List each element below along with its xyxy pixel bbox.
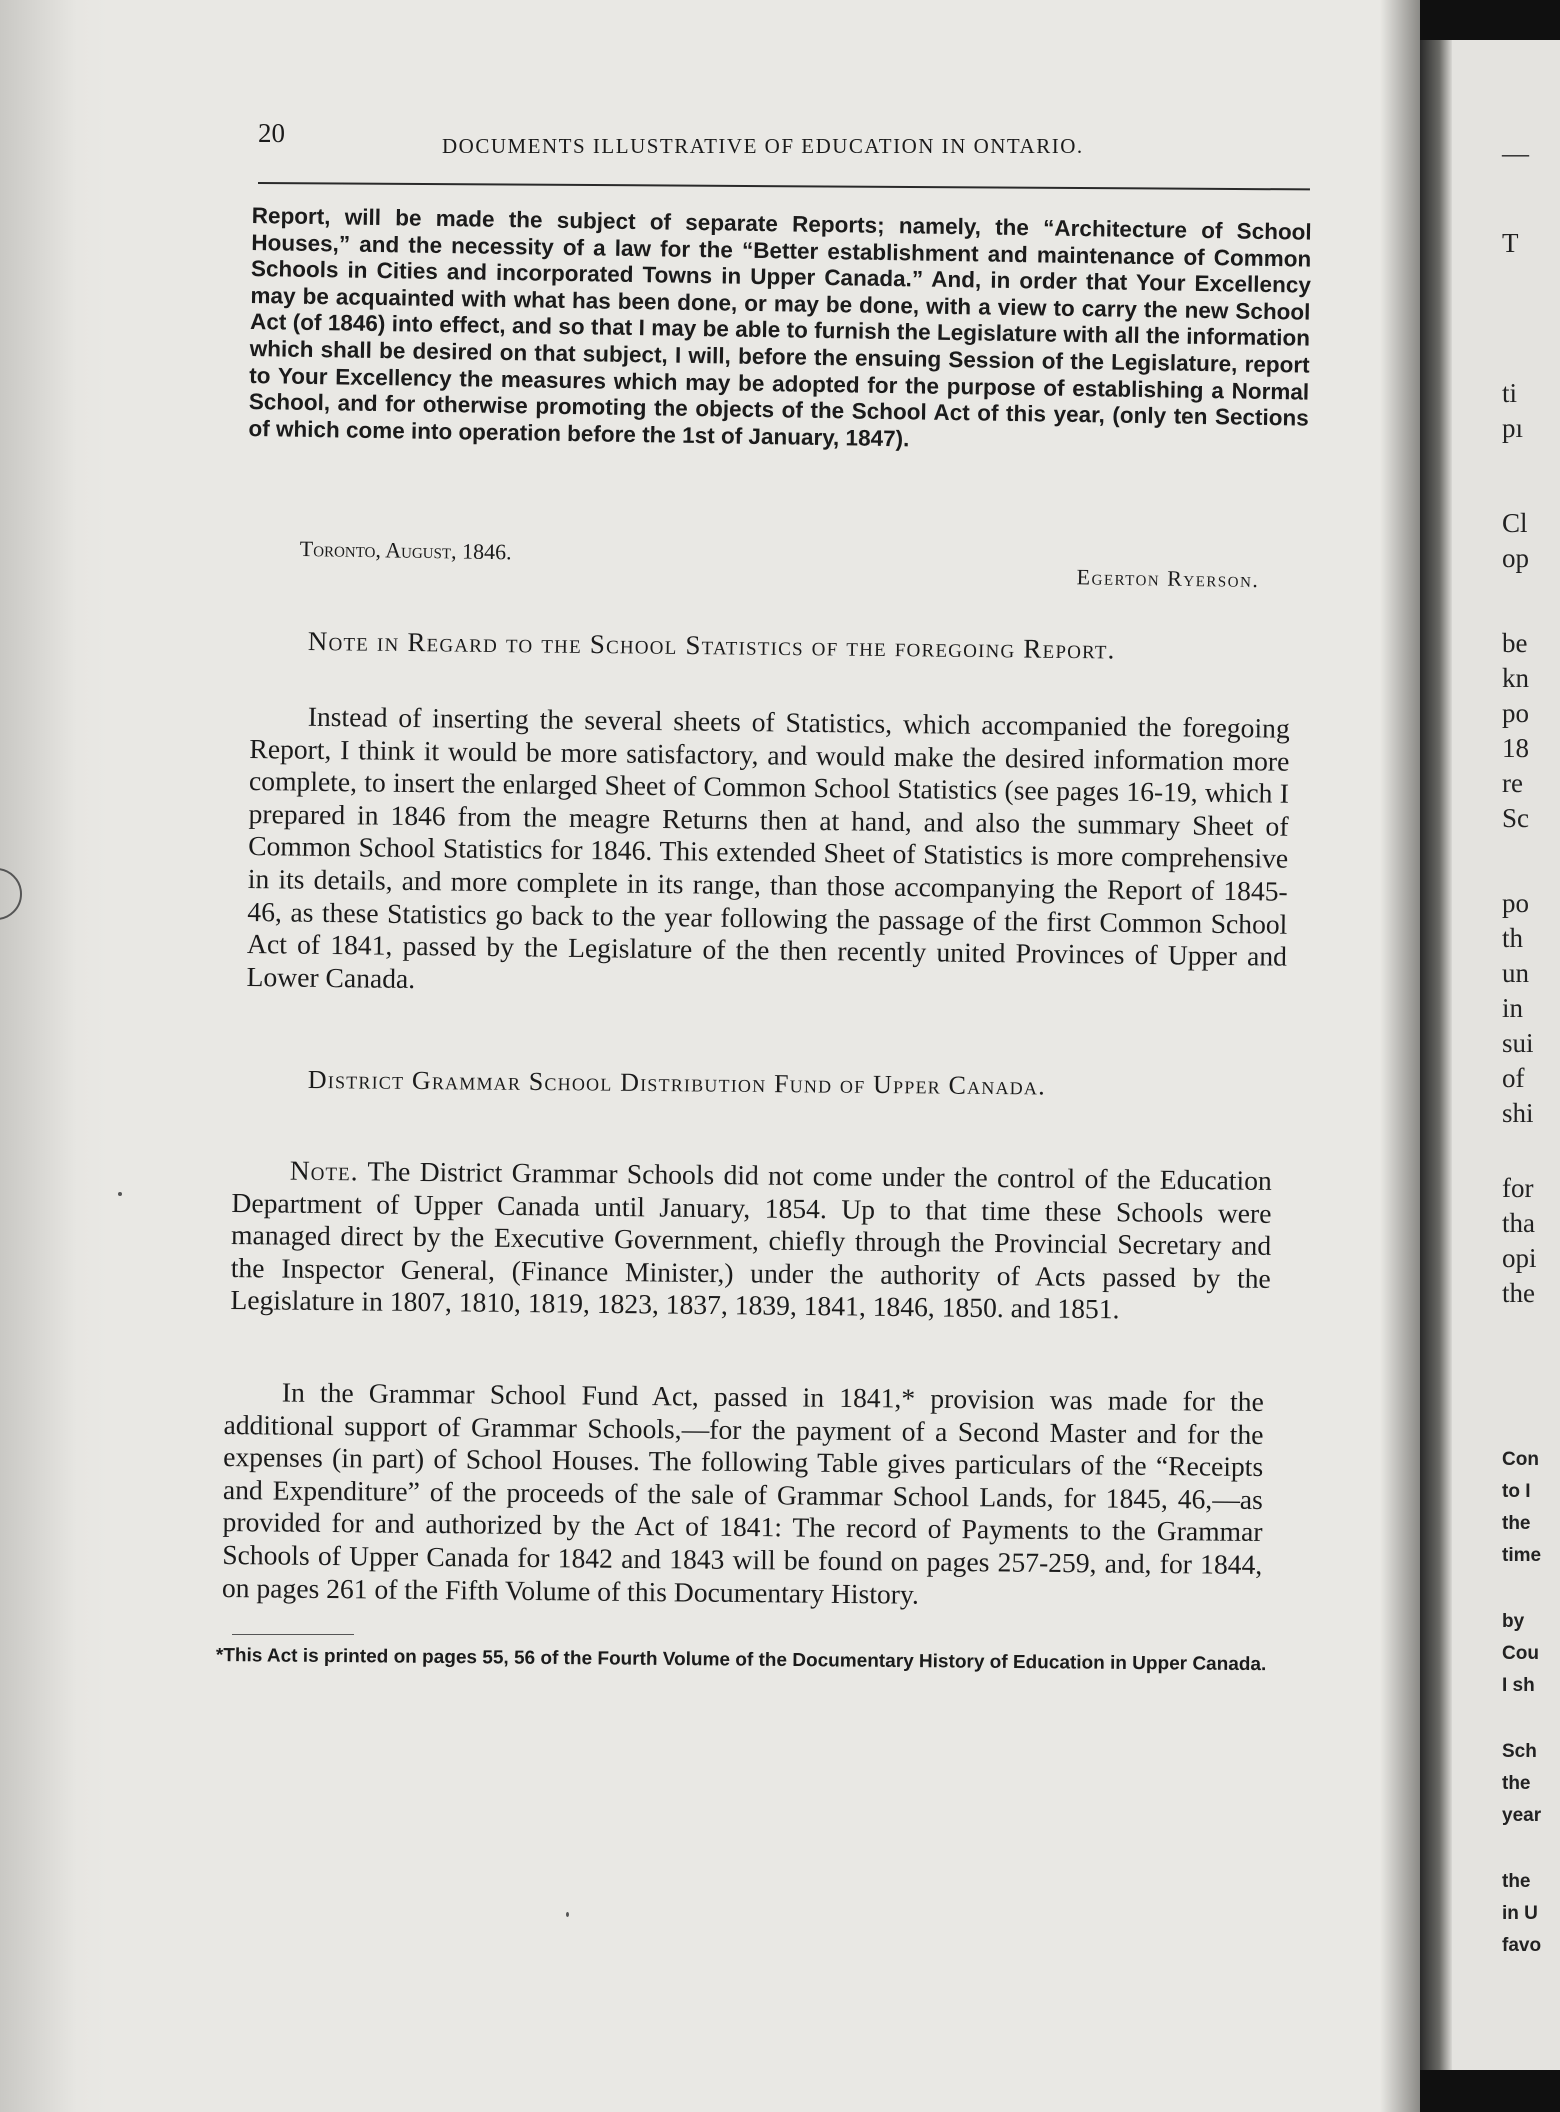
facing-page-fragment: un: [1502, 958, 1529, 988]
note-text: The District Grammar Schools did not come under the control of the Education Department of Upper Canada until January, 1854. Up to that time these Schools were managed direct by the Executive Government, chiefly through the Provincial Secretary and the Inspector General, (Finance Minister,) under the authority of Acts passed by the Legislature in 1807, 1810, 1819, 1823, 1837, 1839, 1841, 1846, 1850. and 1851.: [230, 1155, 1272, 1325]
facing-page-fragment: favo: [1502, 1935, 1542, 1956]
facing-page-fragment: by: [1502, 1611, 1525, 1632]
grammar-fund-act-paragraph: In the Grammar School Fund Act, passed in 1841,* provision was made for the additional support of Grammar Schools,—for the payment of a Second Master and for the expenses (in part) of School Houses. The following Table gives particulars of the “Receipts and Expenditure” of the proceeds of the sale of Grammar School Lands, for 1845, 46,—as provided for and authorized by the Act of 1841: The record of Payments to the Grammar Schools of Upper Canada for 1842 and 1843 will be found on pages 257-259, and, for 1844, on pages 261 of the Fifth Volume of this Documentary History.: [221, 1376, 1264, 1609]
facing-page-fragment: to I: [1502, 1481, 1531, 1502]
section-heading-statistics-note: Note in Regard to the School Statistics of the foregoing Report.: [307, 626, 1116, 665]
spine-shadow: [1380, 0, 1420, 2112]
facing-page-fragment: Sc: [1502, 803, 1529, 833]
facing-page-fragment: kn: [1502, 663, 1529, 693]
facing-page-fragment: be: [1502, 628, 1528, 658]
facing-page-fragment: 18: [1502, 733, 1529, 763]
ink-speck: [118, 1192, 122, 1196]
book-page-right-edge: [1420, 40, 1560, 2070]
facing-page-fragment: opi: [1502, 1243, 1537, 1273]
signature-block: [299, 536, 1260, 591]
facing-page-fragment: I sh: [1502, 1675, 1535, 1696]
facing-page-fragment: po: [1502, 698, 1529, 728]
footnote-rule: [232, 1634, 354, 1635]
facing-page-fragment: year: [1502, 1805, 1542, 1826]
facing-page-fragment: the: [1502, 1278, 1535, 1308]
facing-page-fragment: re: [1502, 768, 1523, 798]
facing-page-fragment: sui: [1502, 1028, 1534, 1058]
report-conclusion-text: Report, will be made the subject of separate Reports; namely, the “Architecture of School Houses,” and the necessity of a law for the “Better establishment and maintenance of Common Schools in Cities and incorporated Towns in Upper Canada.” And, in order that Your Excellency may be acquainted with what has been done, or may be done, with a view to carry the new School Act (of 1846) into effect, and so that I may be able to furnish the Legislature with all the information which shall be desired on that subject, I will, before the ensuing Session of the Legislature, report to Your Excellency the measures which may be adopted for the purpose of establishing a Normal School, and for otherwise promoting the objects of the School Act of this year, (only ten Sections of which come into operation before the 1st of January, 1847).: [248, 203, 1312, 452]
page-number: 20: [258, 118, 285, 148]
header-rule: [258, 182, 1310, 190]
running-head: DOCUMENTS ILLUSTRATIVE OF EDUCATION IN ONTARIO.: [442, 134, 1084, 158]
facing-page-fragment: in: [1502, 993, 1524, 1023]
facing-page-fragment: th: [1502, 923, 1524, 953]
statistics-note-paragraph: Instead of inserting the several sheets of Statistics, which accompanied the foregoing Report, I think it would be more satisfactory, and would make the desired information more complete, to insert the enlarged Sheet of Common School Statistics (see pages 16-19, which I prepared in 1846 from the meagre Returns then at hand, and also the summary Sheet of Common School Statistics for 1846. This extended Sheet of Statistics is more comprehensive in its details, and more complete in its range, than those accompanying the Report of 1845-46, as these Statistics go back to the year following the passage of the first Common School Act of 1841, passed by the Legislature of the then recently united Provinces of Upper and Lower Canada.: [246, 700, 1290, 994]
facing-page-fragment: Cl: [1502, 508, 1528, 538]
section-heading-grammar-fund: District Grammar School Distribution Fund of Upper Canada.: [307, 1065, 1046, 1101]
facing-page-fragment: for: [1502, 1173, 1534, 1203]
signature: Egerton Ryerson.: [1076, 564, 1260, 593]
facing-page-fragment: the: [1502, 1871, 1531, 1892]
page-header: [258, 114, 1308, 174]
facing-page-fragment: pı: [1502, 413, 1524, 443]
note-label: Note.: [289, 1154, 359, 1186]
ink-speck: [566, 1912, 569, 1917]
facing-page-fragment: time: [1502, 1545, 1542, 1566]
facing-page-fragment: op: [1502, 543, 1529, 573]
facing-page-fragment: Cou: [1502, 1643, 1539, 1664]
facing-page-fragment: T: [1502, 228, 1519, 258]
spine-shadow-right: [1420, 40, 1452, 2070]
facing-page-fragment: the: [1502, 1513, 1531, 1534]
facing-page-fragment: in U: [1502, 1903, 1538, 1924]
facing-page-fragment: Sch: [1502, 1741, 1537, 1762]
facing-page-fragment: po: [1502, 888, 1529, 918]
grammar-schools-note-paragraph: [230, 1154, 1272, 1328]
facing-page-fragment: Con: [1502, 1449, 1539, 1470]
facing-page-fragment: —: [1502, 138, 1529, 168]
footnote: *This Act is printed on pages 55, 56 of the Fourth Volume of the Documentary History of Education in Upper Canada.: [215, 1645, 1267, 1676]
place-date: Toronto, August, 1846.: [299, 536, 512, 565]
facing-page-fragment: ti: [1502, 378, 1518, 408]
facing-page-fragment: shi: [1502, 1098, 1534, 1128]
gutter-shadow: [0, 0, 110, 2112]
facing-page-fragment: the: [1502, 1773, 1531, 1794]
facing-page-fragment: of: [1502, 1063, 1525, 1093]
facing-page-fragment: tha: [1502, 1208, 1535, 1238]
